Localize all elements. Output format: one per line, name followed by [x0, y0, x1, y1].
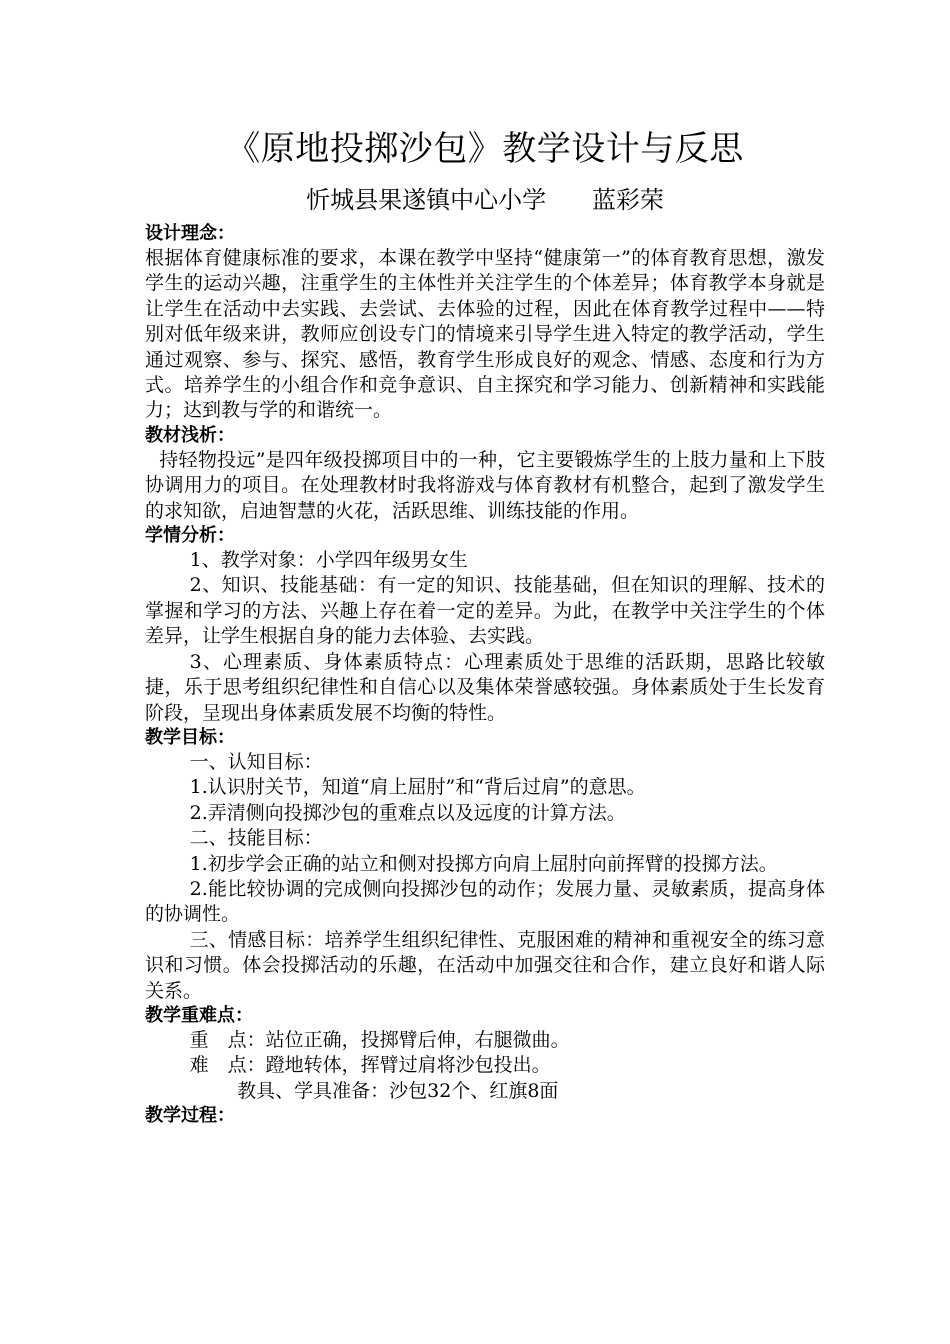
section-heading: 教学重难点：	[145, 1004, 253, 1026]
paragraph: 2.能比较协调的完成侧向投掷沙包的动作；发展力量、灵敏素质，提高身体的协调性。	[145, 877, 825, 926]
paragraph: 二、技能目标：	[189, 827, 323, 850]
section-teaching-process	[145, 1104, 825, 1128]
paragraph: 持轻物投远”是四年级投掷项目中的一种，它主要锻炼学生的上肢力量和上下肢协调用力的项目。在处理教材时我将游戏与体育教材有机整合，起到了激发学生的求知欲，启迪智慧的火花，活跃思维、训练技能的作用。	[145, 448, 825, 522]
section-material-analysis	[145, 424, 825, 524]
section-heading: 教学过程：	[145, 1105, 235, 1127]
section-student-analysis	[145, 524, 825, 726]
paragraph: 三、情感目标：培养学生组织纪律性、克服困难的精神和重视安全的练习意识和习惯。体会投掷活动的乐趣，在活动中加强交往和合作，建立良好和谐人际关系。	[145, 928, 825, 1002]
section-heading: 设计理念：	[145, 223, 235, 244]
paragraph: 1、教学对象：小学四年级男女生	[189, 549, 468, 572]
section-heading: 学情分析：	[145, 525, 235, 547]
paragraph: 1.认识肘关节，知道“肩上屈肘”和“背后过肩”的意思。	[189, 776, 646, 799]
section-design-concept	[145, 222, 825, 424]
paragraph: 2、知识、技能基础：有一定的知识、技能基础，但在知识的理解、技术的掌握和学习的方法、兴趣上存在着一定的差异。为此，在教学中关注学生的个体差异，让学生根据自身的能力去体验、去实践。	[145, 574, 825, 648]
paragraph: 3、心理素质、身体素质特点：心理素质处于思维的活跃期，思路比较敏捷，乐于思考组织纪律性和自信心以及集体荣誉感较强。身体素质处于生长发育阶段，呈现出身体素质发展不均衡的特性。	[145, 650, 825, 724]
paragraph: 教具、学具准备：沙包32个、红旗8面	[237, 1079, 559, 1102]
section-teaching-goals	[145, 726, 825, 1004]
paragraph: 1.初步学会正确的站立和侧对投掷方向肩上屈肘向前挥臂的投掷方法。	[189, 852, 778, 875]
paragraph: 2.弄清侧向投掷沙包的重难点以及远度的计算方法。	[189, 801, 626, 824]
paragraph: 一、认知目标：	[189, 750, 323, 773]
section-key-difficult-points	[145, 1004, 825, 1104]
document-title: 《原地投掷沙包》教学设计与反思	[226, 129, 744, 169]
paragraph: 难 点：蹬地转体，挥臂过肩将沙包投出。	[189, 1054, 551, 1077]
section-heading: 教材浅析：	[145, 424, 235, 446]
paragraph: 根据体育健康标准的要求，本课在教学中坚持“健康第一”的体育教育思想，激发学生的运动兴趣，注重学生的主体性并关注学生的个体差异；体育教学本身就是让学生在活动中去实践、去尝试、去体验的过程，因此在体育教学过程中——特别对低年级来讲，教师应创设专门的情境来引导学生进入特定的教学活动，学生通过观察、参与、探究、感悟，教育学生形成良好的观念、情感、态度和行为方式。培养学生的小组合作和竞争意识、自主探究和学习能力、创新精神和实践能力；达到教与学的和谐统一。	[145, 247, 825, 422]
author-line: 忻城县果遂镇中心小学 蓝彩荣	[306, 186, 664, 214]
paragraph: 重 点：站位正确，投掷臂后伸，右腿微曲。	[189, 1028, 570, 1051]
section-heading: 教学目标：	[145, 726, 235, 748]
document-page	[145, 126, 825, 1128]
